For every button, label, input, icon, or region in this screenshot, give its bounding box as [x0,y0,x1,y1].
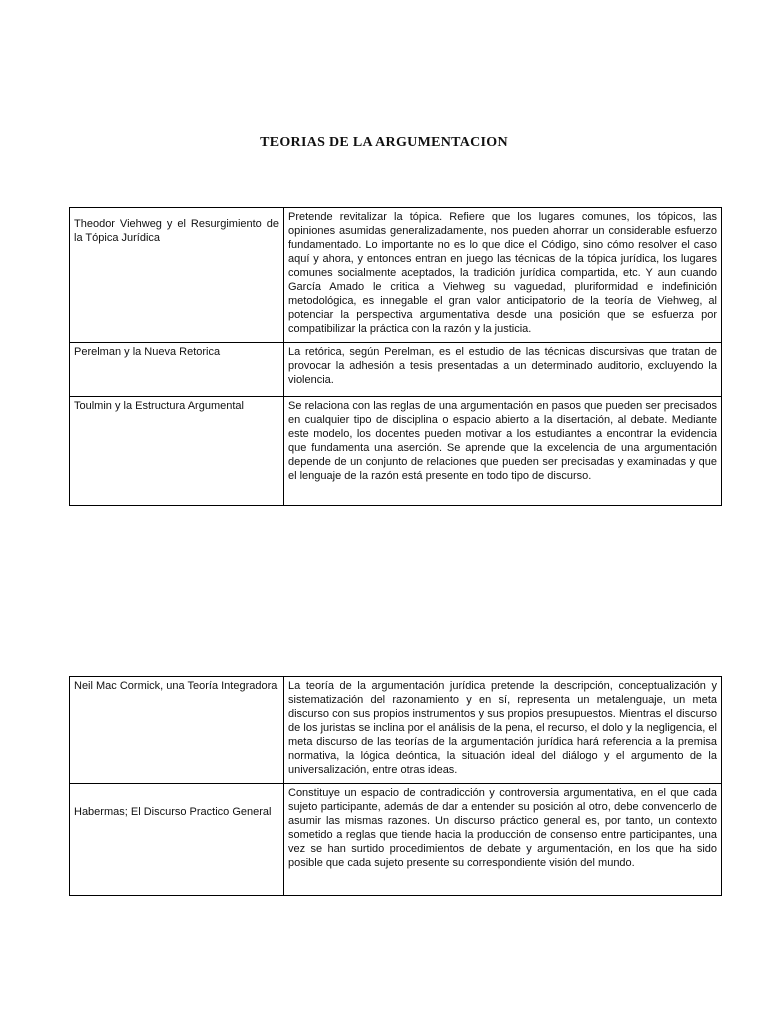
page-title: TEORIAS DE LA ARGUMENTACION [260,135,508,150]
theories-table-1 [69,207,722,506]
theory-description-cell: Se relaciona con las reglas de una argumentación en pasos que pueden ser precisados en cualquier tipo de disciplina o espacio abierto a la disertación, al debate. Mediante este modelo, los docentes pueden motivar a los estudiantes a encontrar la evidencia que fundamenta una aserción. Se aprende que la excelencia de una argumentación depende de un conjunto de relaciones que pueden ser precisadas y examinadas y que el lenguaje de la razón está presente en todo tipo de discurso. [284,397,722,506]
theory-name-cell: Theodor Viehweg y el Resurgimiento de la Tópica Jurídica [70,208,284,343]
theory-name-cell: Toulmin y la Estructura Argumental [70,397,284,506]
table-row [70,397,722,506]
table-row [70,677,722,784]
theory-description-cell: Constituye un espacio de contradicción y controversia argumentativa, en el que cada sujeto participante, además de dar a entender su posición al otro, debe convencerlo de asumir las mismas razones. Un discurso práctico general es, por tanto, un contexto sometido a reglas que tiende hacia la producción de consenso entre participantes, una vez se han surtido procedimientos de debate y argumentación, en los que ha sido posible que cada sujeto presente su correspondiente visión del mundo. [284,784,722,896]
table-row [70,208,722,343]
table-row [70,784,722,896]
theories-table-2 [69,676,722,896]
theory-name-cell: Neil Mac Cormick, una Teoría Integradora [70,677,284,784]
theory-name-cell: Habermas; El Discurso Practico General [70,784,284,896]
theory-description-cell: La teoría de la argumentación jurídica pretende la descripción, conceptualización y sistematización del razonamiento y en sí, representa un metalenguaje, un meta discurso con sus propios instrumentos y sus propios presupuestos. Mientras el discurso de los juristas se inclina por el análisis de la pena, el recurso, el dolo y la negligencia, el meta discurso de las teorías de la argumentación jurídica hará referencia a la premisa normativa, la lógica deóntica, la situación ideal del diálogo y el argumento de la universalización, entre otras ideas. [284,677,722,784]
theory-description-cell: Pretende revitalizar la tópica. Refiere que los lugares comunes, los tópicos, las opiniones asumidas generalizadamente, nos pueden ahorrar un considerable esfuerzo fundamentado. Lo importante no es lo que dice el Código, sino cómo resolver el caso aquí y ahora, y entonces entran en juego las técnicas de la tópica jurídica, los lugares comunes socialmente aceptados, la tradición jurídica compartida, etc. Y aun cuando García Amado le critica a Viehweg su vaguedad, pluriformidad e indefinición metodológica, es innegable el gran valor anticipatorio de la teoría de Viehweg, al potenciar la perspectiva argumentativa desde una posición que se esfuerza por compatibilizar la práctica con la razón y la justicia. [284,208,722,343]
theory-name-cell: Perelman y la Nueva Retorica [70,343,284,397]
theory-description-cell: La retórica, según Perelman, es el estudio de las técnicas discursivas que tratan de provocar la adhesión a tesis presentadas a un determinado auditorio, excluyendo la violencia. [284,343,722,397]
table-row [70,343,722,397]
